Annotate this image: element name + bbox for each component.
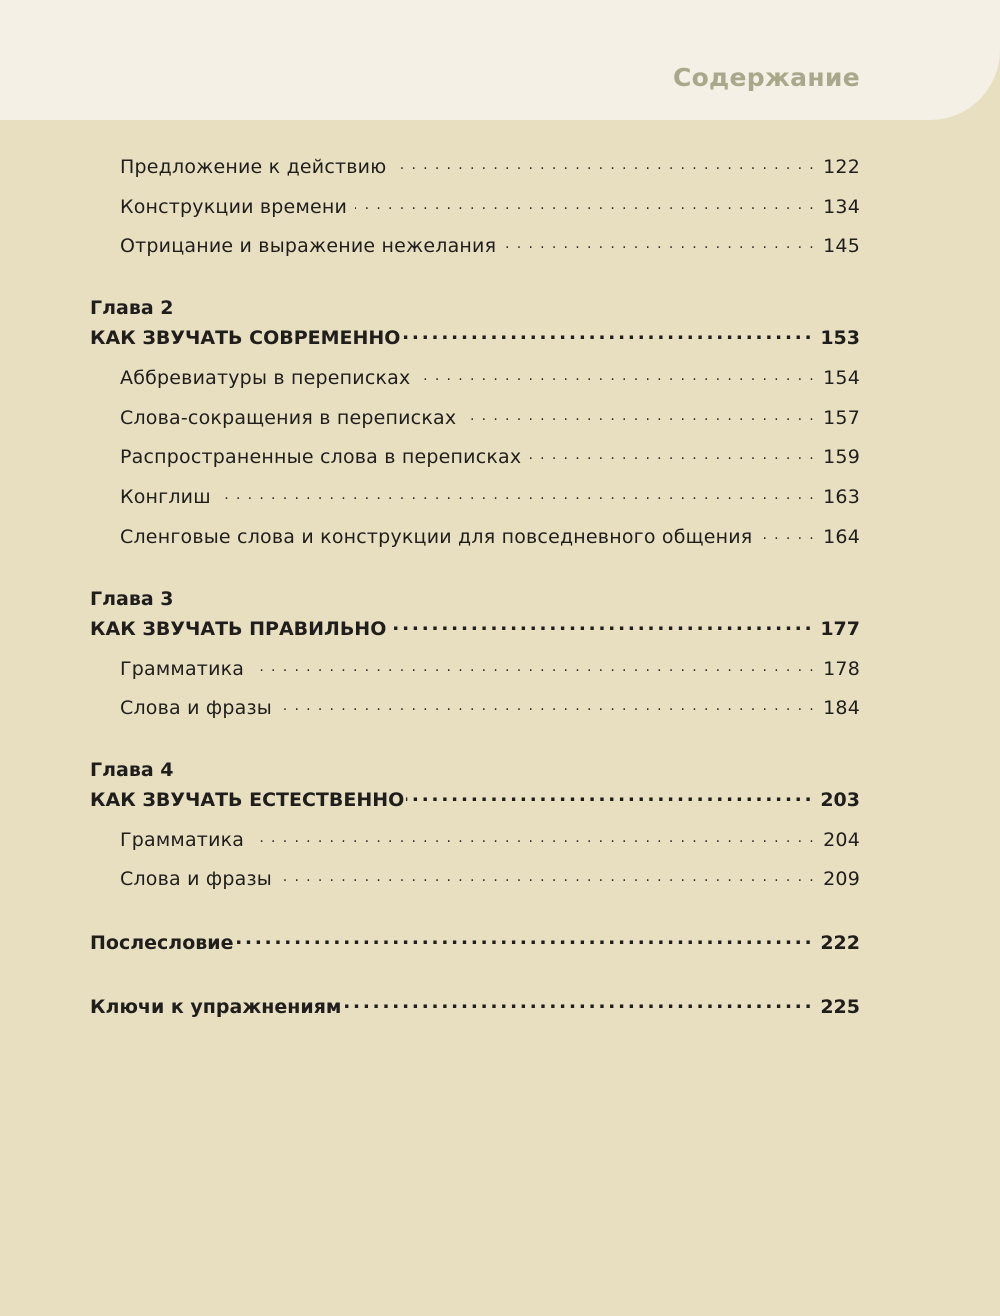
toc-entry-title: Предложение к действию <box>120 156 387 178</box>
toc-entry-title: Слова и фразы <box>120 697 272 719</box>
toc-entry-title: Грамматика <box>120 658 245 680</box>
dot-leader <box>252 827 815 846</box>
chapter-label: Глава 3 <box>90 588 174 610</box>
toc-entry-page: 178 <box>823 658 860 680</box>
dot-leader <box>235 930 814 949</box>
toc-entry-page: 209 <box>823 868 860 890</box>
toc-entry[interactable] <box>120 524 860 548</box>
dot-leader <box>280 695 815 714</box>
toc-entry-title: Грамматика <box>120 829 245 851</box>
dot-leader <box>406 787 814 806</box>
chapter-heading[interactable] <box>90 325 860 349</box>
page-title: Содержание <box>672 63 860 92</box>
answers-title: Ключи к упражнениям <box>90 996 342 1018</box>
toc-entry-title: Конструкции времени <box>120 196 348 218</box>
dot-leader <box>252 656 815 675</box>
toc-entry-page: 159 <box>823 446 860 468</box>
dot-leader <box>760 524 815 543</box>
toc-entry-page: 184 <box>823 697 860 719</box>
toc-entry-title: Конглиш <box>120 486 211 508</box>
toc-entry[interactable] <box>120 405 860 429</box>
toc-entry-title: Слова и фразы <box>120 868 272 890</box>
toc-entry-title: Слова-сокращения в переписках <box>120 407 457 429</box>
dot-leader <box>219 484 815 503</box>
dot-leader <box>529 444 815 463</box>
toc-entry[interactable] <box>120 827 860 851</box>
toc-entry[interactable] <box>120 656 860 680</box>
dot-leader <box>355 194 815 213</box>
answers-entry[interactable] <box>90 994 860 1018</box>
toc-entry-title: Распространенные слова в переписках <box>120 446 522 468</box>
chapter-page: 153 <box>820 327 860 349</box>
header-band <box>0 0 1000 120</box>
toc-entry[interactable] <box>120 484 860 508</box>
afterword-entry[interactable] <box>90 930 860 954</box>
toc-entry[interactable] <box>120 154 860 178</box>
dot-leader <box>394 154 815 173</box>
dot-leader <box>280 866 815 885</box>
chapter-page: 203 <box>820 789 860 811</box>
toc-entry-title: Сленговые слова и конструкции для повседневного общения <box>120 526 753 548</box>
toc-entry[interactable] <box>120 233 860 257</box>
chapter-label: Глава 4 <box>90 759 174 781</box>
chapter-title: КАК ЗВУЧАТЬ ПРАВИЛЬНО <box>90 618 387 640</box>
toc-entry[interactable] <box>120 695 860 719</box>
toc-entry-page: 164 <box>823 526 860 548</box>
chapter-heading[interactable] <box>90 616 860 640</box>
toc-entry-title: Аббревиатуры в переписках <box>120 367 411 389</box>
toc-entry-page: 122 <box>823 156 860 178</box>
chapter-title: КАК ЗВУЧАТЬ ЕСТЕСТВЕННО <box>90 789 405 811</box>
answers-page: 225 <box>820 996 860 1018</box>
toc-entry-page: 134 <box>823 196 860 218</box>
dot-leader <box>343 994 814 1013</box>
toc-entry-page: 163 <box>823 486 860 508</box>
dot-leader <box>388 616 814 635</box>
dot-leader <box>504 233 815 252</box>
afterword-page: 222 <box>820 932 860 954</box>
afterword-title: Послесловие <box>90 932 234 954</box>
chapter-label: Глава 2 <box>90 297 174 319</box>
toc-entry-page: 145 <box>823 235 860 257</box>
toc-entry[interactable] <box>120 444 860 468</box>
chapter-page: 177 <box>820 618 860 640</box>
chapter-title: КАК ЗВУЧАТЬ СОВРЕМЕННО <box>90 327 401 349</box>
dot-leader <box>464 405 815 424</box>
toc-entry[interactable] <box>120 866 860 890</box>
dot-leader <box>402 325 814 344</box>
dot-leader <box>418 365 815 384</box>
toc-entry-title: Отрицание и выражение нежелания <box>120 235 497 257</box>
toc-entry[interactable] <box>120 365 860 389</box>
toc-entry-page: 157 <box>823 407 860 429</box>
toc-entry-page: 204 <box>823 829 860 851</box>
toc-entry-page: 154 <box>823 367 860 389</box>
chapter-heading[interactable] <box>90 787 860 811</box>
toc-entry[interactable] <box>120 194 860 218</box>
